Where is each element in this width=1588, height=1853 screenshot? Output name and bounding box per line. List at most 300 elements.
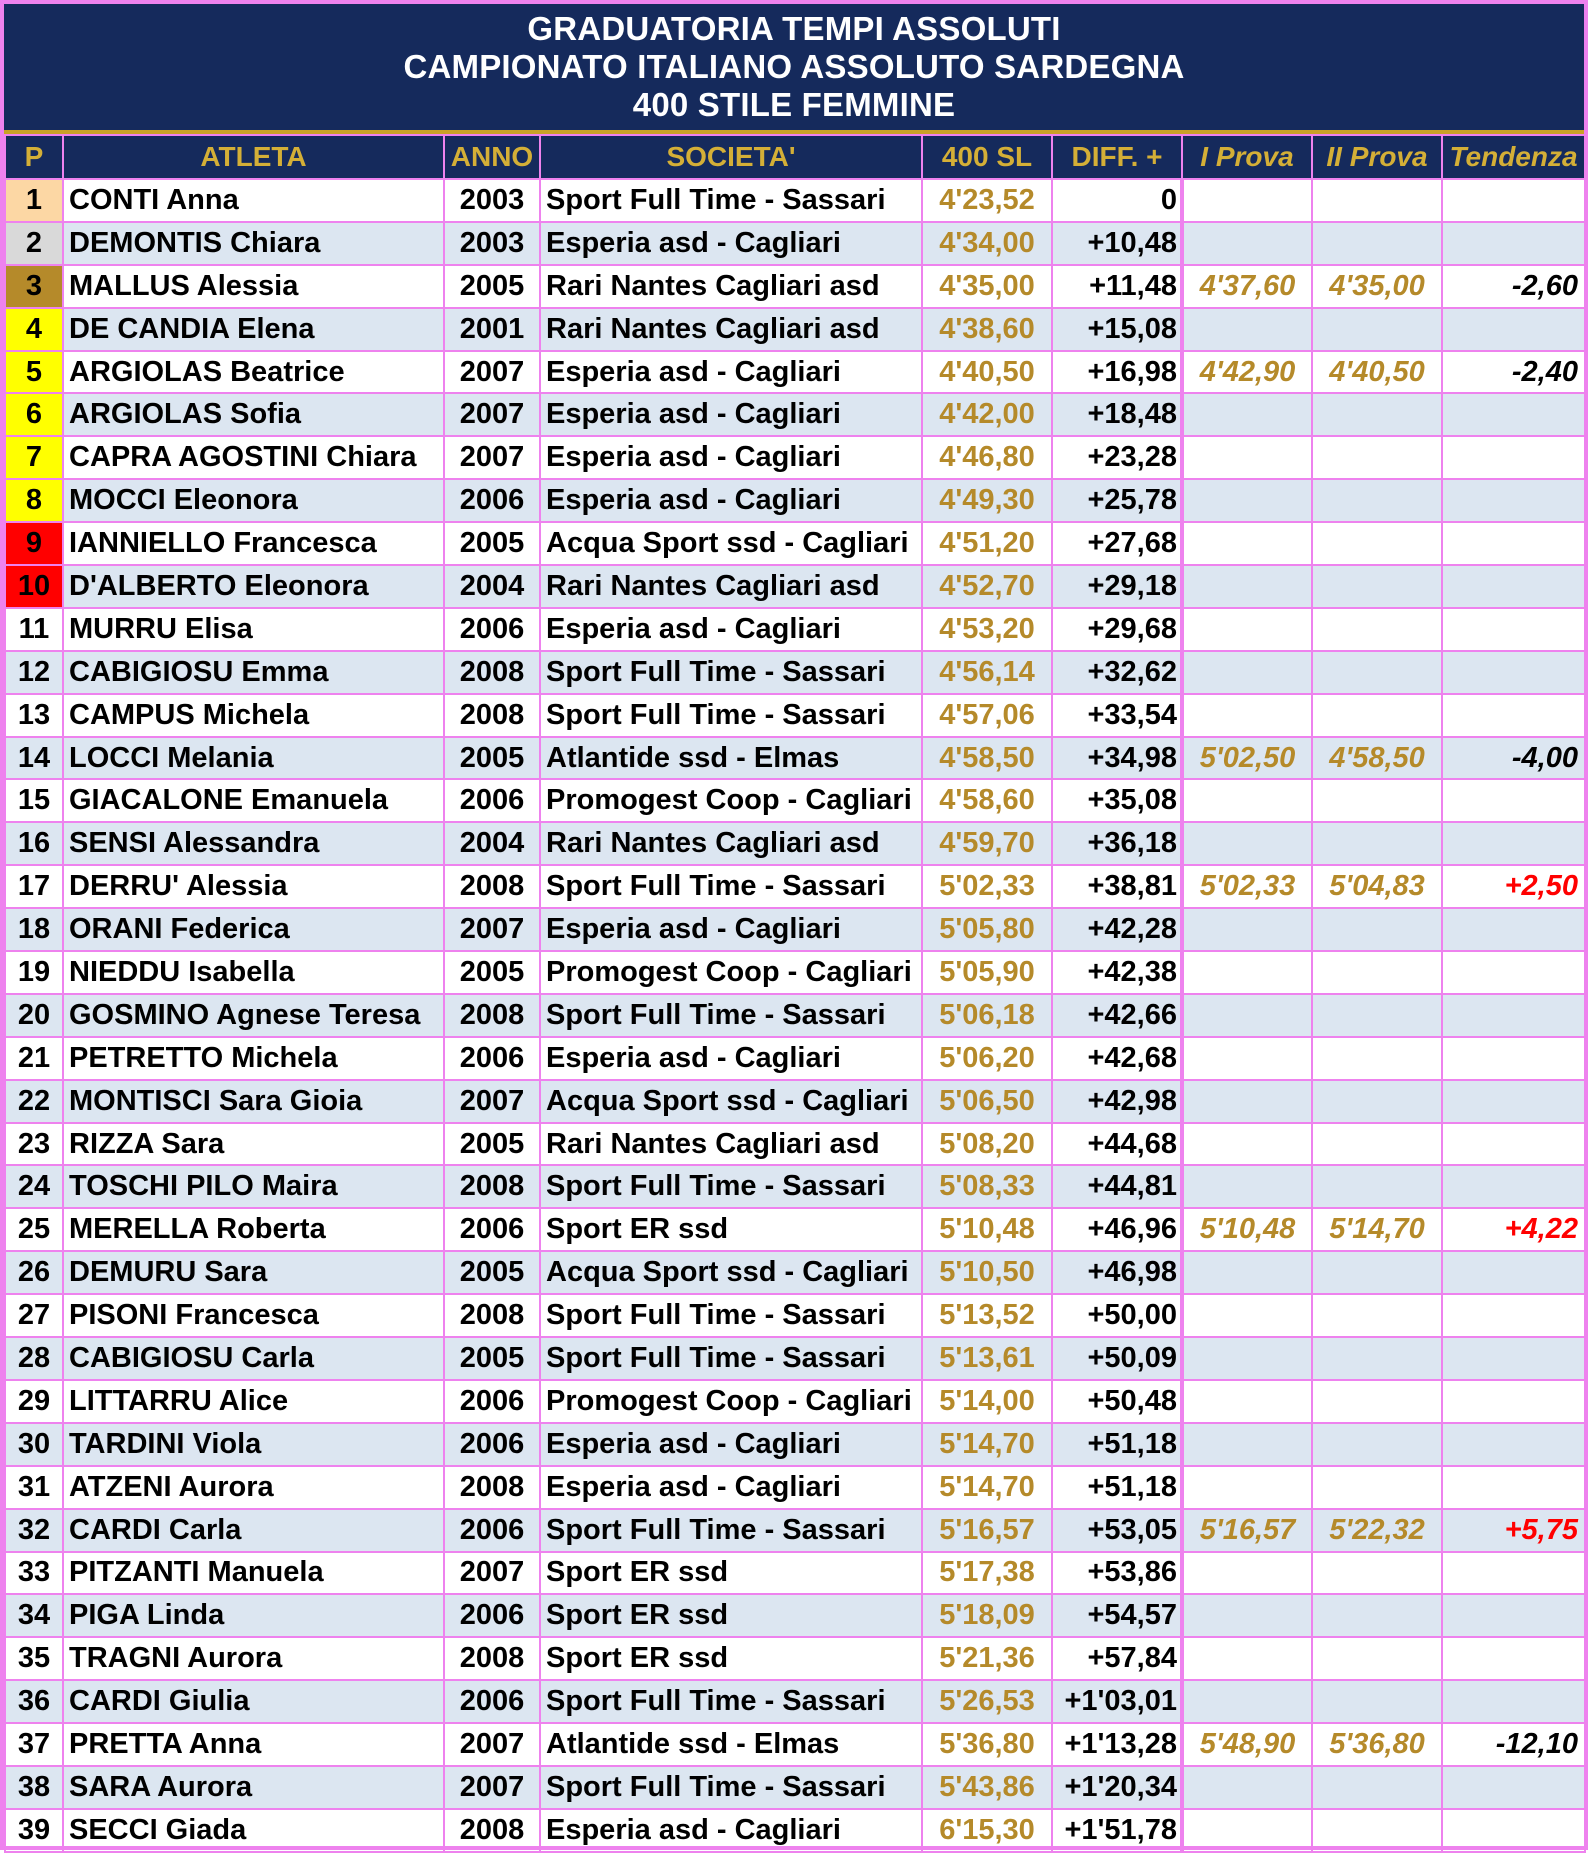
header-position[interactable]: P: [5, 135, 63, 179]
diff-cell: +1'03,01: [1052, 1680, 1182, 1723]
first-trial-cell: [1182, 479, 1312, 522]
year-cell: 2008: [444, 994, 540, 1037]
table-row: [5, 865, 1585, 908]
diff-cell: +42,38: [1052, 951, 1182, 994]
year-cell: 2003: [444, 222, 540, 265]
first-trial-cell: [1182, 1809, 1312, 1852]
time-cell: 4'52,70: [922, 565, 1052, 608]
club-cell: Acqua Sport ssd - Cagliari: [540, 522, 922, 565]
second-trial-cell: [1312, 608, 1442, 651]
diff-cell: +34,98: [1052, 737, 1182, 780]
position-cell: 17: [5, 865, 63, 908]
second-trial-cell: [1312, 1294, 1442, 1337]
position-cell: 31: [5, 1466, 63, 1509]
diff-cell: +44,81: [1052, 1165, 1182, 1208]
year-cell: 2008: [444, 1165, 540, 1208]
second-trial-cell: [1312, 1380, 1442, 1423]
title-line-3: 400 STILE FEMMINE: [632, 86, 956, 123]
year-cell: 2007: [444, 1723, 540, 1766]
header-athlete[interactable]: ATLETA: [63, 135, 444, 179]
time-cell: 5'14,70: [922, 1466, 1052, 1509]
club-cell: Atlantide ssd - Elmas: [540, 1723, 922, 1766]
time-cell: 4'53,20: [922, 608, 1052, 651]
club-cell: Promogest Coop - Cagliari: [540, 951, 922, 994]
table-row: [5, 1766, 1585, 1809]
trend-cell: [1442, 1766, 1585, 1809]
first-trial-cell: [1182, 608, 1312, 651]
diff-cell: +51,18: [1052, 1423, 1182, 1466]
time-cell: 4'40,50: [922, 351, 1052, 394]
first-trial-cell: [1182, 694, 1312, 737]
year-cell: 2006: [444, 1380, 540, 1423]
time-cell: 5'06,20: [922, 1037, 1052, 1080]
second-trial-cell: [1312, 1637, 1442, 1680]
position-cell: 8: [5, 479, 63, 522]
club-cell: Sport Full Time - Sassari: [540, 1680, 922, 1723]
second-trial-cell: [1312, 308, 1442, 351]
first-trial-cell: [1182, 222, 1312, 265]
table-row: [5, 351, 1585, 394]
athlete-cell: MURRU Elisa: [63, 608, 444, 651]
year-cell: 2006: [444, 479, 540, 522]
first-trial-cell: [1182, 436, 1312, 479]
first-trial-cell: [1182, 1766, 1312, 1809]
diff-cell: +27,68: [1052, 522, 1182, 565]
position-cell: 2: [5, 222, 63, 265]
diff-cell: +1'13,28: [1052, 1723, 1182, 1766]
club-cell: Esperia asd - Cagliari: [540, 1466, 922, 1509]
athlete-cell: TRAGNI Aurora: [63, 1637, 444, 1680]
year-cell: 2003: [444, 179, 540, 222]
header-first-trial[interactable]: I Prova: [1182, 135, 1312, 179]
second-trial-cell: [1312, 393, 1442, 436]
diff-cell: +32,62: [1052, 651, 1182, 694]
table-row: [5, 1165, 1585, 1208]
athlete-cell: CONTI Anna: [63, 179, 444, 222]
first-trial-cell: [1182, 1037, 1312, 1080]
time-cell: 5'13,61: [922, 1337, 1052, 1380]
second-trial-cell: [1312, 1165, 1442, 1208]
athlete-cell: CABIGIOSU Carla: [63, 1337, 444, 1380]
first-trial-cell: [1182, 1165, 1312, 1208]
athlete-cell: MALLUS Alessia: [63, 265, 444, 308]
first-trial-cell: [1182, 1337, 1312, 1380]
table-row: [5, 1294, 1585, 1337]
first-trial-cell: [1182, 179, 1312, 222]
year-cell: 2004: [444, 822, 540, 865]
diff-cell: +36,18: [1052, 822, 1182, 865]
header-time[interactable]: 400 SL: [922, 135, 1052, 179]
time-cell: 4'46,80: [922, 436, 1052, 479]
position-cell: 23: [5, 1123, 63, 1166]
year-cell: 2007: [444, 1766, 540, 1809]
diff-cell: +15,08: [1052, 308, 1182, 351]
diff-cell: +42,28: [1052, 908, 1182, 951]
time-cell: 5'08,33: [922, 1165, 1052, 1208]
first-trial-cell: [1182, 522, 1312, 565]
second-trial-cell: [1312, 179, 1442, 222]
position-cell: 38: [5, 1766, 63, 1809]
table-row: [5, 1251, 1585, 1294]
club-cell: Sport ER ssd: [540, 1594, 922, 1637]
time-cell: 5'06,18: [922, 994, 1052, 1037]
athlete-cell: TARDINI Viola: [63, 1423, 444, 1466]
position-cell: 26: [5, 1251, 63, 1294]
diff-cell: +46,98: [1052, 1251, 1182, 1294]
trend-cell: -4,00: [1442, 737, 1585, 780]
athlete-cell: MONTISCI Sara Gioia: [63, 1080, 444, 1123]
time-cell: 4'58,60: [922, 779, 1052, 822]
time-cell: 4'57,06: [922, 694, 1052, 737]
trend-cell: +4,22: [1442, 1208, 1585, 1251]
first-trial-cell: [1182, 393, 1312, 436]
time-cell: 5'05,80: [922, 908, 1052, 951]
trend-cell: [1442, 222, 1585, 265]
year-cell: 2008: [444, 865, 540, 908]
athlete-cell: MOCCI Eleonora: [63, 479, 444, 522]
trend-cell: [1442, 1680, 1585, 1723]
athlete-cell: DEMONTIS Chiara: [63, 222, 444, 265]
second-trial-cell: [1312, 951, 1442, 994]
header-second-trial[interactable]: II Prova: [1312, 135, 1442, 179]
second-trial-cell: [1312, 651, 1442, 694]
club-cell: Sport Full Time - Sassari: [540, 694, 922, 737]
trend-cell: [1442, 1251, 1585, 1294]
table-row: [5, 265, 1585, 308]
year-cell: 2004: [444, 565, 540, 608]
first-trial-cell: [1182, 1423, 1312, 1466]
position-cell: 28: [5, 1337, 63, 1380]
table-row: [5, 565, 1585, 608]
position-cell: 7: [5, 436, 63, 479]
first-trial-cell: [1182, 1466, 1312, 1509]
table-row: [5, 479, 1585, 522]
diff-cell: +11,48: [1052, 265, 1182, 308]
trend-cell: -2,40: [1442, 351, 1585, 394]
time-cell: 4'59,70: [922, 822, 1052, 865]
year-cell: 2005: [444, 951, 540, 994]
club-cell: Acqua Sport ssd - Cagliari: [540, 1080, 922, 1123]
time-cell: 5'13,52: [922, 1294, 1052, 1337]
trend-cell: [1442, 565, 1585, 608]
table-row: [5, 1037, 1585, 1080]
year-cell: 2007: [444, 1552, 540, 1595]
diff-cell: +54,57: [1052, 1594, 1182, 1637]
year-cell: 2007: [444, 436, 540, 479]
diff-cell: +1'51,78: [1052, 1809, 1182, 1852]
table-row: [5, 951, 1585, 994]
year-cell: 2006: [444, 1509, 540, 1552]
results-table: [4, 134, 1586, 1853]
position-cell: 21: [5, 1037, 63, 1080]
time-cell: 4'23,52: [922, 179, 1052, 222]
first-trial-cell: [1182, 1251, 1312, 1294]
table-row: [5, 222, 1585, 265]
table-row: [5, 822, 1585, 865]
athlete-cell: CARDI Carla: [63, 1509, 444, 1552]
trend-cell: [1442, 908, 1585, 951]
first-trial-cell: 5'02,50: [1182, 737, 1312, 780]
diff-cell: +10,48: [1052, 222, 1182, 265]
athlete-cell: PRETTA Anna: [63, 1723, 444, 1766]
diff-cell: +50,48: [1052, 1380, 1182, 1423]
time-cell: 5'05,90: [922, 951, 1052, 994]
trend-cell: [1442, 436, 1585, 479]
athlete-cell: ARGIOLAS Sofia: [63, 393, 444, 436]
year-cell: 2008: [444, 1294, 540, 1337]
year-cell: 2008: [444, 651, 540, 694]
trend-cell: [1442, 694, 1585, 737]
first-trial-cell: 5'48,90: [1182, 1723, 1312, 1766]
year-cell: 2005: [444, 1123, 540, 1166]
trend-cell: [1442, 308, 1585, 351]
athlete-cell: NIEDDU Isabella: [63, 951, 444, 994]
athlete-cell: ATZENI Aurora: [63, 1466, 444, 1509]
club-cell: Esperia asd - Cagliari: [540, 1809, 922, 1852]
year-cell: 2007: [444, 393, 540, 436]
diff-cell: +25,78: [1052, 479, 1182, 522]
second-trial-cell: [1312, 1251, 1442, 1294]
second-trial-cell: [1312, 1552, 1442, 1595]
trend-cell: [1442, 1037, 1585, 1080]
table-row: [5, 1380, 1585, 1423]
club-cell: Sport Full Time - Sassari: [540, 1509, 922, 1552]
table-row: [5, 994, 1585, 1037]
trend-cell: [1442, 608, 1585, 651]
trend-cell: [1442, 393, 1585, 436]
time-cell: 5'17,38: [922, 1552, 1052, 1595]
first-trial-cell: 5'16,57: [1182, 1509, 1312, 1552]
trend-cell: [1442, 1552, 1585, 1595]
club-cell: Sport Full Time - Sassari: [540, 1165, 922, 1208]
table-row: [5, 1123, 1585, 1166]
diff-cell: +16,98: [1052, 351, 1182, 394]
trend-cell: [1442, 1380, 1585, 1423]
diff-cell: +50,00: [1052, 1294, 1182, 1337]
title-line-1: GRADUATORIA TEMPI ASSOLUTI: [527, 10, 1061, 47]
trend-cell: +5,75: [1442, 1509, 1585, 1552]
athlete-cell: IANNIELLO Francesca: [63, 522, 444, 565]
diff-cell: +18,48: [1052, 393, 1182, 436]
second-trial-cell: [1312, 1037, 1442, 1080]
time-cell: 5'26,53: [922, 1680, 1052, 1723]
year-cell: 2006: [444, 1423, 540, 1466]
club-cell: Rari Nantes Cagliari asd: [540, 822, 922, 865]
club-cell: Sport Full Time - Sassari: [540, 179, 922, 222]
first-trial-cell: [1182, 565, 1312, 608]
diff-cell: +29,68: [1052, 608, 1182, 651]
club-cell: Esperia asd - Cagliari: [540, 908, 922, 951]
position-cell: 6: [5, 393, 63, 436]
table-row: [5, 522, 1585, 565]
athlete-cell: DE CANDIA Elena: [63, 308, 444, 351]
diff-cell: +35,08: [1052, 779, 1182, 822]
position-cell: 33: [5, 1552, 63, 1595]
first-trial-cell: [1182, 908, 1312, 951]
club-cell: Esperia asd - Cagliari: [540, 393, 922, 436]
time-cell: 4'34,00: [922, 222, 1052, 265]
first-trial-cell: [1182, 779, 1312, 822]
athlete-cell: SENSI Alessandra: [63, 822, 444, 865]
diff-cell: +1'20,34: [1052, 1766, 1182, 1809]
year-cell: 2008: [444, 1809, 540, 1852]
year-cell: 2005: [444, 1337, 540, 1380]
position-cell: 11: [5, 608, 63, 651]
diff-cell: +53,86: [1052, 1552, 1182, 1595]
second-trial-cell: [1312, 1680, 1442, 1723]
trend-cell: [1442, 522, 1585, 565]
header-diff[interactable]: DIFF. +: [1052, 135, 1182, 179]
table-row: [5, 779, 1585, 822]
trend-cell: [1442, 1165, 1585, 1208]
table-row: [5, 1552, 1585, 1595]
athlete-cell: GIACALONE Emanuela: [63, 779, 444, 822]
year-cell: 2006: [444, 1680, 540, 1723]
athlete-cell: MERELLA Roberta: [63, 1208, 444, 1251]
position-cell: 35: [5, 1637, 63, 1680]
club-cell: Acqua Sport ssd - Cagliari: [540, 1251, 922, 1294]
first-trial-cell: [1182, 1552, 1312, 1595]
diff-cell: +29,18: [1052, 565, 1182, 608]
first-trial-cell: [1182, 308, 1312, 351]
second-trial-cell: [1312, 908, 1442, 951]
first-trial-cell: [1182, 1594, 1312, 1637]
position-cell: 39: [5, 1809, 63, 1852]
time-cell: 4'58,50: [922, 737, 1052, 780]
diff-cell: +46,96: [1052, 1208, 1182, 1251]
year-cell: 2006: [444, 1594, 540, 1637]
second-trial-cell: 4'40,50: [1312, 351, 1442, 394]
first-trial-cell: [1182, 994, 1312, 1037]
trend-cell: [1442, 1637, 1585, 1680]
year-cell: 2007: [444, 1080, 540, 1123]
time-cell: 5'10,50: [922, 1251, 1052, 1294]
time-cell: 5'10,48: [922, 1208, 1052, 1251]
table-row: [5, 1809, 1585, 1852]
table-row: [5, 1509, 1585, 1552]
first-trial-cell: [1182, 822, 1312, 865]
trend-cell: [1442, 1294, 1585, 1337]
position-cell: 22: [5, 1080, 63, 1123]
table-row: [5, 1466, 1585, 1509]
diff-cell: +23,28: [1052, 436, 1182, 479]
position-cell: 15: [5, 779, 63, 822]
athlete-cell: CAMPUS Michela: [63, 694, 444, 737]
diff-cell: +33,54: [1052, 694, 1182, 737]
second-trial-cell: [1312, 1466, 1442, 1509]
club-cell: Promogest Coop - Cagliari: [540, 779, 922, 822]
first-trial-cell: 5'02,33: [1182, 865, 1312, 908]
time-cell: 5'02,33: [922, 865, 1052, 908]
year-cell: 2008: [444, 1466, 540, 1509]
second-trial-cell: [1312, 1594, 1442, 1637]
results-body: [5, 179, 1585, 1852]
trend-cell: [1442, 822, 1585, 865]
athlete-cell: LITTARRU Alice: [63, 1380, 444, 1423]
time-cell: 5'14,70: [922, 1423, 1052, 1466]
table-row: [5, 393, 1585, 436]
diff-cell: +53,05: [1052, 1509, 1182, 1552]
second-trial-cell: [1312, 479, 1442, 522]
position-cell: 5: [5, 351, 63, 394]
header-club[interactable]: SOCIETA': [540, 135, 922, 179]
first-trial-cell: 4'37,60: [1182, 265, 1312, 308]
time-cell: 4'42,00: [922, 393, 1052, 436]
trend-cell: -12,10: [1442, 1723, 1585, 1766]
time-cell: 4'35,00: [922, 265, 1052, 308]
club-cell: Sport Full Time - Sassari: [540, 1766, 922, 1809]
club-cell: Esperia asd - Cagliari: [540, 479, 922, 522]
trend-cell: [1442, 1423, 1585, 1466]
second-trial-cell: [1312, 1766, 1442, 1809]
year-cell: 2001: [444, 308, 540, 351]
time-cell: 4'56,14: [922, 651, 1052, 694]
time-cell: 5'36,80: [922, 1723, 1052, 1766]
table-row: [5, 1423, 1585, 1466]
club-cell: Esperia asd - Cagliari: [540, 1037, 922, 1080]
athlete-cell: PITZANTI Manuela: [63, 1552, 444, 1595]
year-cell: 2006: [444, 608, 540, 651]
club-cell: Sport ER ssd: [540, 1552, 922, 1595]
time-cell: 5'21,36: [922, 1637, 1052, 1680]
second-trial-cell: [1312, 222, 1442, 265]
table-row: [5, 1337, 1585, 1380]
year-cell: 2005: [444, 737, 540, 780]
second-trial-cell: [1312, 1423, 1442, 1466]
second-trial-cell: [1312, 994, 1442, 1037]
header-year[interactable]: ANNO: [444, 135, 540, 179]
header-trend[interactable]: Tendenza: [1442, 135, 1585, 179]
trend-cell: [1442, 479, 1585, 522]
year-cell: 2007: [444, 351, 540, 394]
table-row: [5, 1637, 1585, 1680]
second-trial-cell: 4'58,50: [1312, 737, 1442, 780]
club-cell: Esperia asd - Cagliari: [540, 608, 922, 651]
second-trial-cell: [1312, 779, 1442, 822]
year-cell: 2005: [444, 1251, 540, 1294]
trend-cell: [1442, 1809, 1585, 1852]
position-cell: 9: [5, 522, 63, 565]
diff-cell: 0: [1052, 179, 1182, 222]
athlete-cell: ORANI Federica: [63, 908, 444, 951]
club-cell: Sport Full Time - Sassari: [540, 651, 922, 694]
diff-cell: +42,98: [1052, 1080, 1182, 1123]
position-cell: 20: [5, 994, 63, 1037]
title-banner: [4, 4, 1584, 134]
table-row: [5, 1594, 1585, 1637]
table-row: [5, 608, 1585, 651]
time-cell: 5'16,57: [922, 1509, 1052, 1552]
position-cell: 30: [5, 1423, 63, 1466]
trend-cell: [1442, 1080, 1585, 1123]
position-cell: 36: [5, 1680, 63, 1723]
first-trial-cell: [1182, 951, 1312, 994]
trend-cell: [1442, 179, 1585, 222]
club-cell: Sport Full Time - Sassari: [540, 994, 922, 1037]
athlete-cell: SECCI Giada: [63, 1809, 444, 1852]
position-cell: 19: [5, 951, 63, 994]
second-trial-cell: [1312, 1080, 1442, 1123]
first-trial-cell: [1182, 1080, 1312, 1123]
first-trial-cell: [1182, 651, 1312, 694]
trend-cell: [1442, 1123, 1585, 1166]
position-cell: 12: [5, 651, 63, 694]
table-row: [5, 1723, 1585, 1766]
time-cell: 5'08,20: [922, 1123, 1052, 1166]
position-cell: 27: [5, 1294, 63, 1337]
club-cell: Sport ER ssd: [540, 1208, 922, 1251]
diff-cell: +38,81: [1052, 865, 1182, 908]
